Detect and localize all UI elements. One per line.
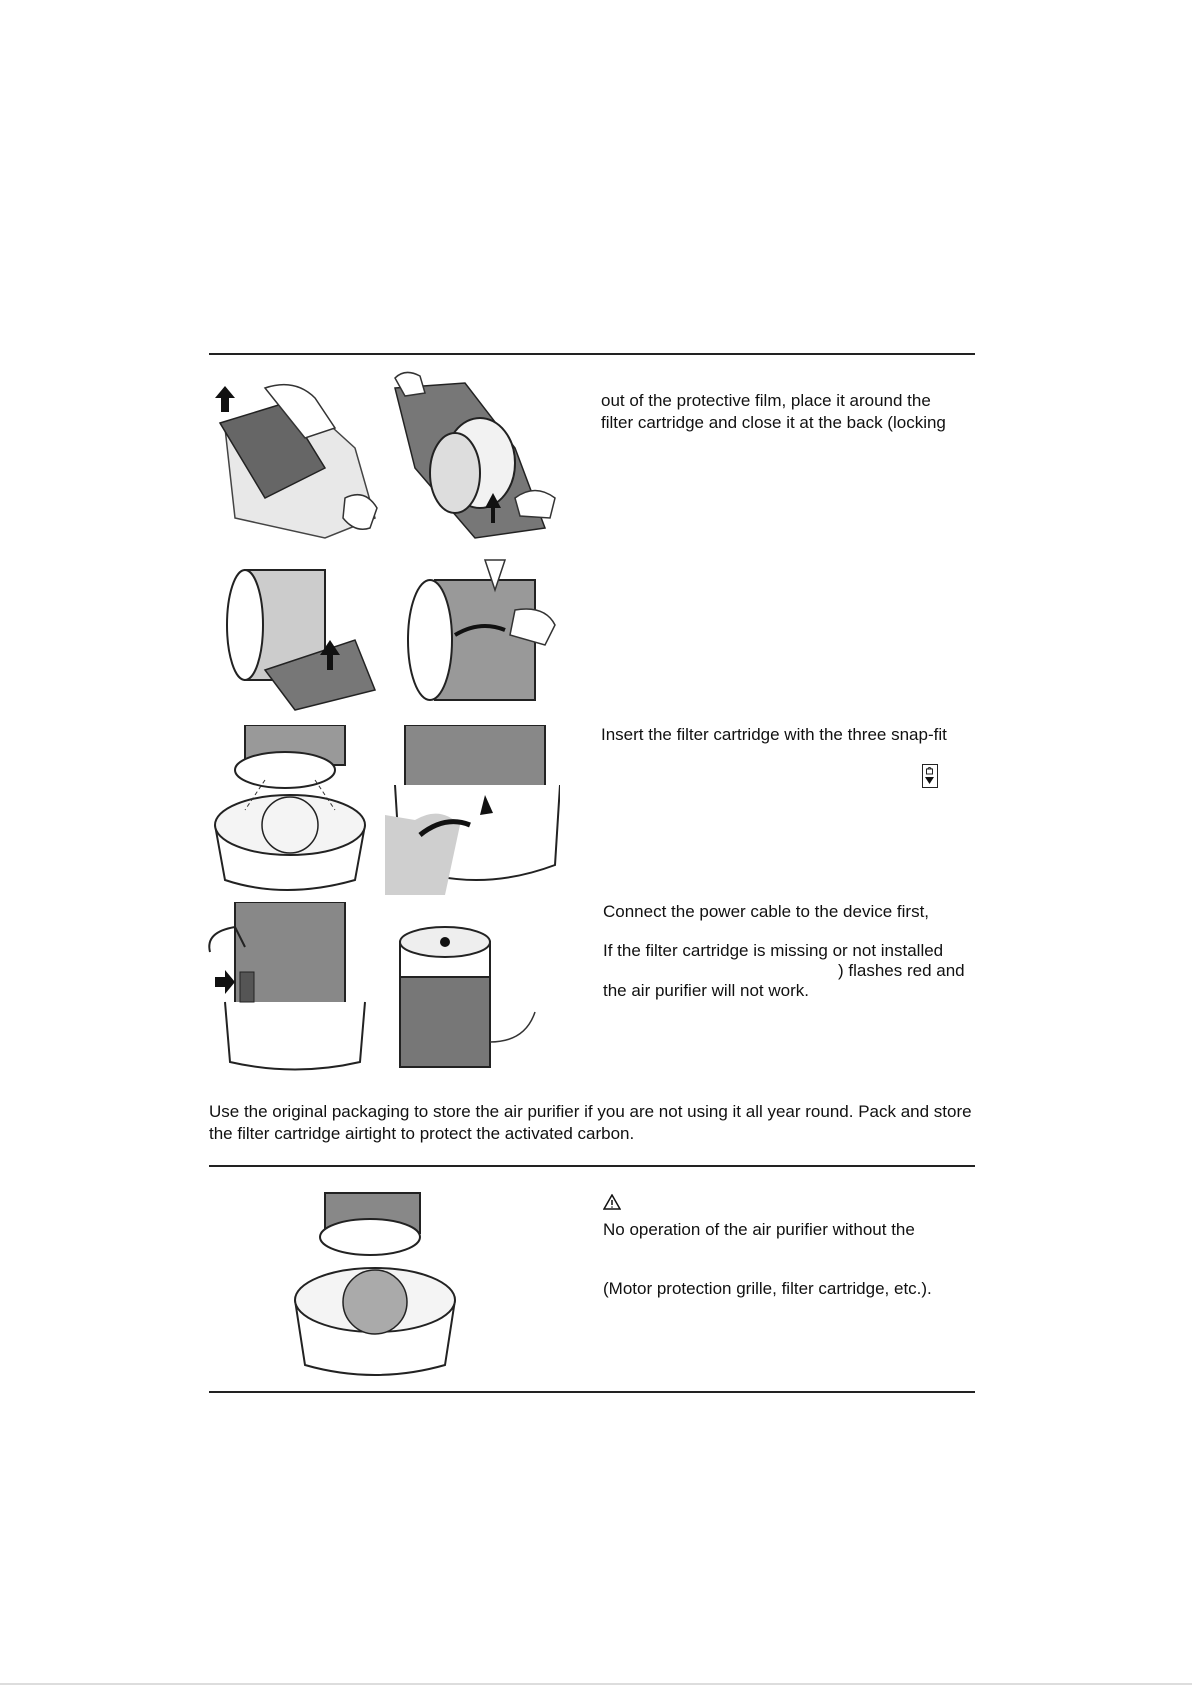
illustration-insert-cartridge [205,725,380,895]
illustration-air-purifier-assembled [385,902,560,1072]
section-divider-top [209,353,975,355]
illustration-filter-cartridge-film [205,550,380,715]
step1-line1: out of the protective film, place it around the [601,391,931,410]
step1-line2: filter cartridge and close it at the back (locking [601,413,946,432]
illustration-open-base-grille [290,1190,465,1380]
lock-arrow-down-icon [922,764,938,788]
step4-line3: ) flashes red and [838,961,965,980]
illustration-lock-cartridge [385,725,560,895]
step4-line4: the air purifier will not work. [603,981,809,1000]
step4-line2: If the filter cartridge is missing or not installed [603,941,944,960]
illustration-remove-film [205,368,380,546]
warning-line1: No operation of the air purifier without the [603,1220,915,1239]
storage-paragraph: Use the original packaging to store the air purifier if you are not using it all year round. Pack and store the filter cartridge airtight to protect the activated carbon. [209,1102,972,1143]
step3-line1: Insert the filter cartridge with the three snap-fit [601,725,947,744]
warning-triangle-icon [603,1194,621,1210]
warning-line2: (Motor protection grille, filter cartridge, etc.). [603,1279,932,1298]
illustration-connect-power-cable [205,902,380,1072]
step4-line1: Connect the power cable to the device first, [603,902,930,921]
illustration-wrap-film [385,368,560,546]
illustration-close-film-back [385,550,560,715]
section-divider-bottom [209,1391,975,1393]
section-divider-middle [209,1165,975,1167]
